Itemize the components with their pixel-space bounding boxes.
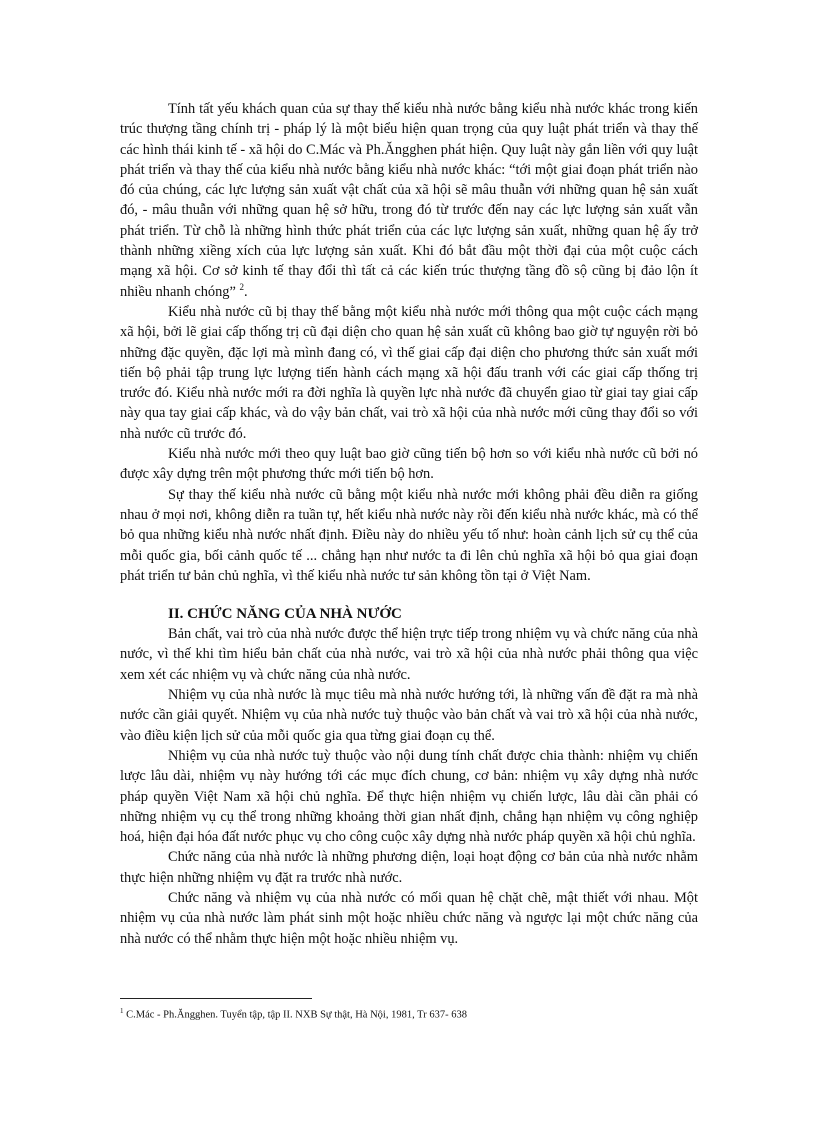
paragraph-8: Chức năng của nhà nước là những phương diện, loại hoạt động cơ bản của nhà nước nhằm thực hiện những nhiệm vụ đặt ra trước nhà nước.	[120, 849, 698, 886]
paragraph-1-end: .	[244, 283, 248, 300]
paragraph-6: Nhiệm vụ của nhà nước là mục tiêu mà nhà nước hướng tới, là những vấn đề đặt ra mà nhà nước cần giải quyết. Nhiệm vụ của nhà nước tuỳ thuộc vào bản chất và vai trò xã hội của nhà nước, vào điều kiện lịch sử của mỗi quốc gia qua từng giai đoạn cụ thể.	[120, 687, 698, 744]
footnote-text: C.Mác - Ph.Ăngghen. Tuyển tập, tập II. NXB Sự thật, Hà Nội, 1981, Tr 637- 638	[123, 1009, 467, 1021]
section-heading: II. CHỨC NĂNG CỦA NHÀ NƯỚC	[168, 606, 402, 623]
footnote-divider	[120, 998, 312, 999]
paragraph-9: Chức năng và nhiệm vụ của nhà nước có mối quan hệ chặt chẽ, mật thiết với nhau. Một nhiệm vụ của nhà nước làm phát sinh một hoặc nhiều chức năng và ngược lại một chức năng của nhà nước có thể nhằm thực hiện một hoặc nhiều nhiệm vụ.	[120, 889, 698, 947]
paragraph-5: Bản chất, vai trò của nhà nước được thể hiện trực tiếp trong nhiệm vụ và chức năng của nhà nước, vì thế khi tìm hiểu bản chất của nhà nước, vai trò xã hội của nhà nước phải thông qua việc xem xét các nhiệm vụ và chức năng của nhà nước.	[120, 626, 698, 683]
paragraph-1	[120, 99, 698, 302]
page-body	[120, 99, 698, 949]
paragraph-2: Kiểu nhà nước cũ bị thay thế bằng một kiểu nhà nước mới thông qua một cuộc cách mạng xã hội, bởi lẽ giai cấp thống trị cũ đại diện cho quan hệ sản xuất cũ không bao giờ tự nguyện rời bỏ những đặc quyền, đặc lợi mà mình đang có, vì thế giai cấp đại diện cho phương thức sản xuất mới tiến bộ phải tập trung lực lượng tiến hành cách mạng xã hội đấu tranh với các giai cấp thống trị trước đó. Kiểu nhà nước mới ra đời nghĩa là quyền lực nhà nước đã chuyển giao từ giai tay giai cấp này qua tay giai cấp khác, và do vậy bản chất, vai trò xã hội của nhà nước mới cũng thay đổi so với nhà nước cũ trước đó.	[120, 303, 698, 442]
paragraph-3: Kiểu nhà nước mới theo quy luật bao giờ cũng tiến bộ hơn so với kiểu nhà nước cũ bởi nó được xây dựng trên một phương thức mới tiến bộ hơn.	[120, 446, 698, 483]
paragraph-7: Nhiệm vụ của nhà nước tuỳ thuộc vào nội dung tính chất được chia thành: nhiệm vụ chiến lược lâu dài, nhiệm vụ này hướng tới các mục đích chung, cơ bản: nhiệm vụ xây dựng nhà nước pháp quyền Việt Nam xã hội chủ nghĩa. Để thực hiện nhiệm vụ chiến lược, lâu dài cần phải có những nhiệm vụ cụ thể trong những khoảng thời gian nhất định, chẳng hạn nhiệm vụ công nghiệp hoá, hiện đại hóa đất nước phục vụ cho công cuộc xây dựng nhà nước pháp quyền xã hội chủ nghĩa.	[120, 747, 698, 846]
footnote-marker: 1	[120, 1007, 124, 1015]
paragraph-4: Sự thay thế kiểu nhà nước cũ bằng một kiểu nhà nước mới không phải đều diễn ra giống nhau ở mọi nơi, không diễn ra tuần tự, hết kiểu nhà nước này rồi đến kiểu nhà nước khác, mà có thể bỏ qua những kiểu nhà nước nhất định. Điều này do nhiều yếu tố như: hoàn cảnh lịch sử cụ thể của mỗi quốc gia, bối cảnh quốc tế ... chẳng hạn như nước ta đi lên chủ nghĩa xã hội bỏ qua giai đoạn phát triển tư bản chủ nghĩa, vì thế kiểu nhà nước tư sản không tồn tại ở Việt Nam.	[120, 486, 698, 584]
footnote-reference: 2	[239, 281, 245, 292]
paragraph-1-text: Tính tất yếu khách quan của sự thay thế kiểu nhà nước bằng kiểu nhà nước khác trong kiến trúc thượng tầng chính trị - pháp lý là một biểu hiện quan trọng của quy luật phát triển và thay thế các hình thái kinh tế - xã hội do C.Mác và Ph.Ăngghen phát hiện. Quy luật này gắn liền với quy luật phát triển và thay thế của kiểu nhà nước bằng kiểu nhà nước khác: “tới một giai đoạn phát triển nào đó của chúng, các lực lượng sản xuất vật chất của xã hội sẽ mâu thuẫn với những quan hệ sản xuất đó, - mâu thuẫn với những quan hệ sở hữu, trong đó từ trước đến nay các lực lượng sản xuất vẫn phát triển. Từ chỗ là những hình thức phát triển của các lực lượng sản xuất, những quan hệ ấy trở thành những xiềng xích của lực lượng sản xuất. Khi đó bắt đầu một thời đại của một cuộc cách mạng xã hội. Cơ sở kinh tế thay đổi thì tất cả các kiến trúc thượng tầng đồ sộ cũng bị đảo lộn ít nhiều nhanh chóng”	[120, 101, 698, 300]
footnote	[120, 1004, 698, 1023]
